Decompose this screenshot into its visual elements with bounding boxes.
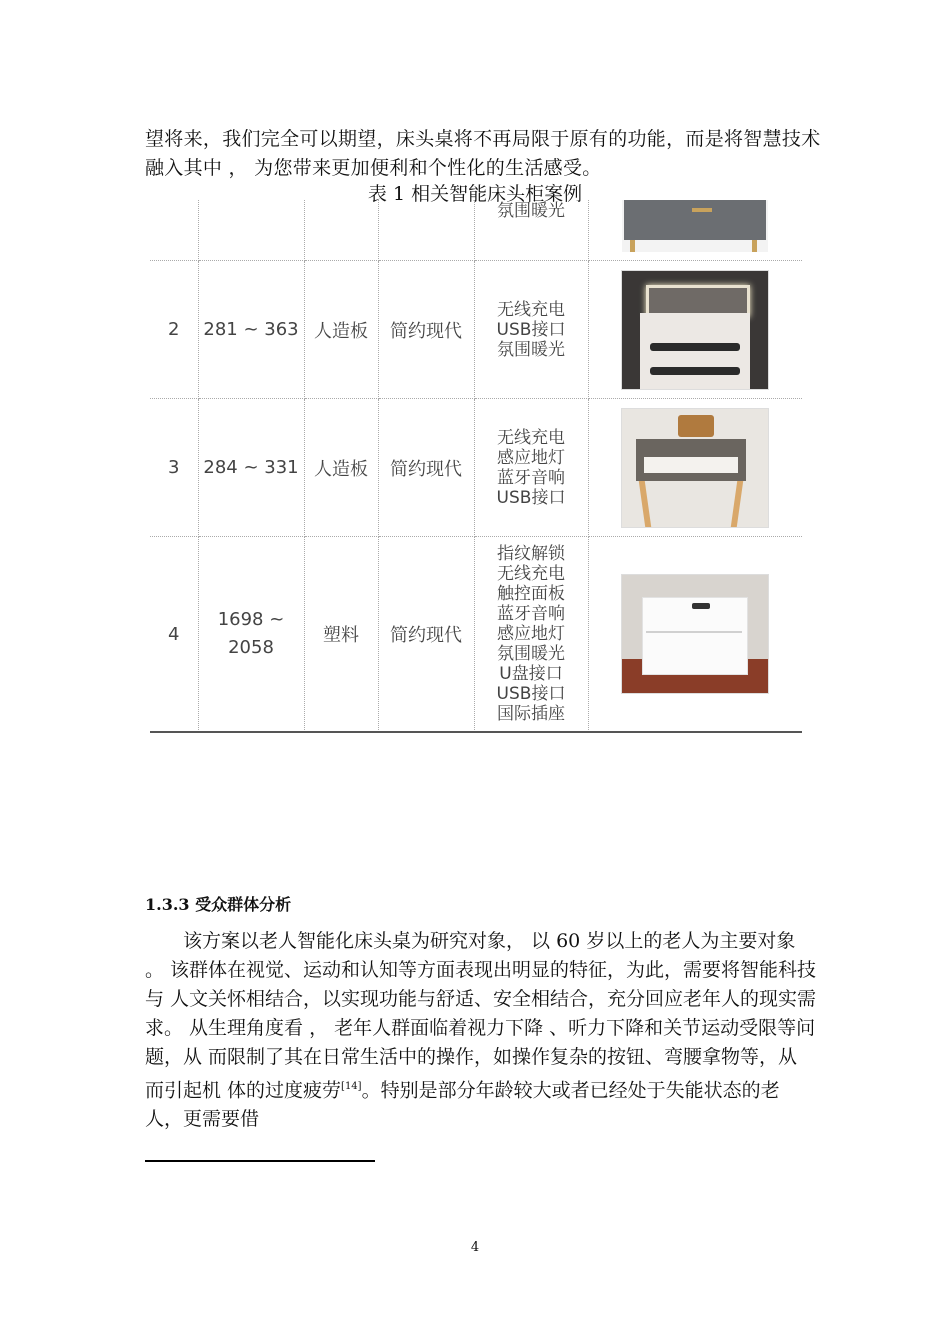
case-table bbox=[150, 200, 802, 733]
table-row bbox=[150, 200, 802, 261]
product-photo-3 bbox=[621, 408, 769, 528]
feature-fragment: 氛围暖光 bbox=[497, 201, 565, 221]
feature: 氛围暖光 bbox=[497, 644, 565, 664]
feature: USB接口 bbox=[496, 487, 566, 508]
para-line-7: 人，更需要借 bbox=[145, 1108, 260, 1131]
price-range: 281 ~ 363 bbox=[198, 261, 304, 399]
feature: 国际插座 bbox=[497, 704, 565, 724]
style: 简约现代 bbox=[378, 261, 474, 399]
body-paragraph bbox=[145, 927, 817, 1134]
feature: 无线充电 bbox=[497, 427, 565, 448]
caption-number: 1 bbox=[392, 183, 406, 205]
material: 人造板 bbox=[304, 261, 378, 399]
feature: 感应地灯 bbox=[497, 624, 565, 644]
para-text: 。特别是部分年龄较大或者已经处于失能状态的老 bbox=[361, 1079, 780, 1102]
feature: 触控面板 bbox=[497, 584, 565, 604]
para-line-5: 题，从 而限制了其在日常生活中的操作，如操作复杂的按钮、弯腰拿物等，从 bbox=[145, 1046, 798, 1068]
feature: USB接口 bbox=[496, 684, 566, 704]
caption-prefix: 表 bbox=[367, 183, 387, 205]
feature: 无线充电 bbox=[497, 299, 565, 320]
feature: 感应地灯 bbox=[497, 447, 565, 468]
price-line-2: 2058 bbox=[228, 637, 274, 658]
feature-list bbox=[497, 544, 566, 724]
section-title: 受众群体分析 bbox=[195, 895, 292, 914]
citation-ref: [14] bbox=[341, 1081, 362, 1092]
material: 塑料 bbox=[304, 537, 378, 732]
para-line-3: 与 人文关怀相结合，以实现功能与舒适、安全相结合，充分回应老年人的现实需 bbox=[145, 988, 817, 1010]
page-number: 4 bbox=[470, 1240, 480, 1255]
intro-line-2: 融入其中 ， 为您带来更加便利和个性化的生活感受。 bbox=[145, 157, 602, 179]
para-line-4: 求。 从生理角度看 ， 老年人群面临着视力下降 、听力下降和关节运动受限等问 bbox=[145, 1017, 816, 1039]
feature: USB接口 bbox=[496, 319, 566, 340]
footnote-rule bbox=[145, 1160, 375, 1162]
product-photo-4 bbox=[621, 574, 769, 694]
para-line-1 bbox=[145, 927, 817, 956]
product-photo-2 bbox=[621, 270, 769, 390]
para-text: 该方案以老人智能化床头桌为研究对象， 以 bbox=[183, 930, 551, 952]
material: 人造板 bbox=[304, 399, 378, 537]
para-line-6 bbox=[145, 1072, 817, 1105]
section-heading bbox=[145, 892, 291, 915]
table-row bbox=[150, 537, 802, 732]
price-line-1: 1698 ~ bbox=[217, 609, 285, 630]
style: 简约现代 bbox=[378, 537, 474, 732]
feature: 氛围暖光 bbox=[497, 339, 565, 360]
feature: 蓝牙音响 bbox=[497, 604, 565, 624]
section-number: 1.3.3 bbox=[145, 895, 190, 914]
row-number: 4 bbox=[150, 537, 198, 732]
feature-list bbox=[497, 300, 566, 360]
para-line-2: 。 该群体在视觉、运动和认知等方面表现出明显的特征，为此，需要将智能科技 bbox=[145, 959, 817, 981]
feature: 指纹解锁 bbox=[497, 544, 565, 564]
para-number: 60 bbox=[556, 930, 581, 952]
feature-list bbox=[497, 428, 566, 508]
para-text: 而引起机 体的过度疲劳 bbox=[145, 1079, 342, 1102]
feature: 蓝牙音响 bbox=[497, 467, 565, 488]
intro-line-1: 望将来，我们完全可以期望，床头桌将不再局限于原有的功能，而是将智慧技术 bbox=[145, 128, 821, 150]
feature: U盘接口 bbox=[499, 664, 563, 684]
price-range: 284 ~ 331 bbox=[198, 399, 304, 537]
product-photo-1 bbox=[622, 200, 768, 252]
para-text: 岁以上的老人为主要对象 bbox=[586, 930, 796, 952]
price-range bbox=[198, 537, 304, 732]
style: 简约现代 bbox=[378, 399, 474, 537]
feature: 无线充电 bbox=[497, 564, 565, 584]
caption-title: 相关智能床头柜案例 bbox=[411, 183, 583, 205]
row-number: 3 bbox=[150, 399, 198, 537]
table-row bbox=[150, 399, 802, 537]
row-number: 2 bbox=[150, 261, 198, 399]
table-row bbox=[150, 261, 802, 399]
